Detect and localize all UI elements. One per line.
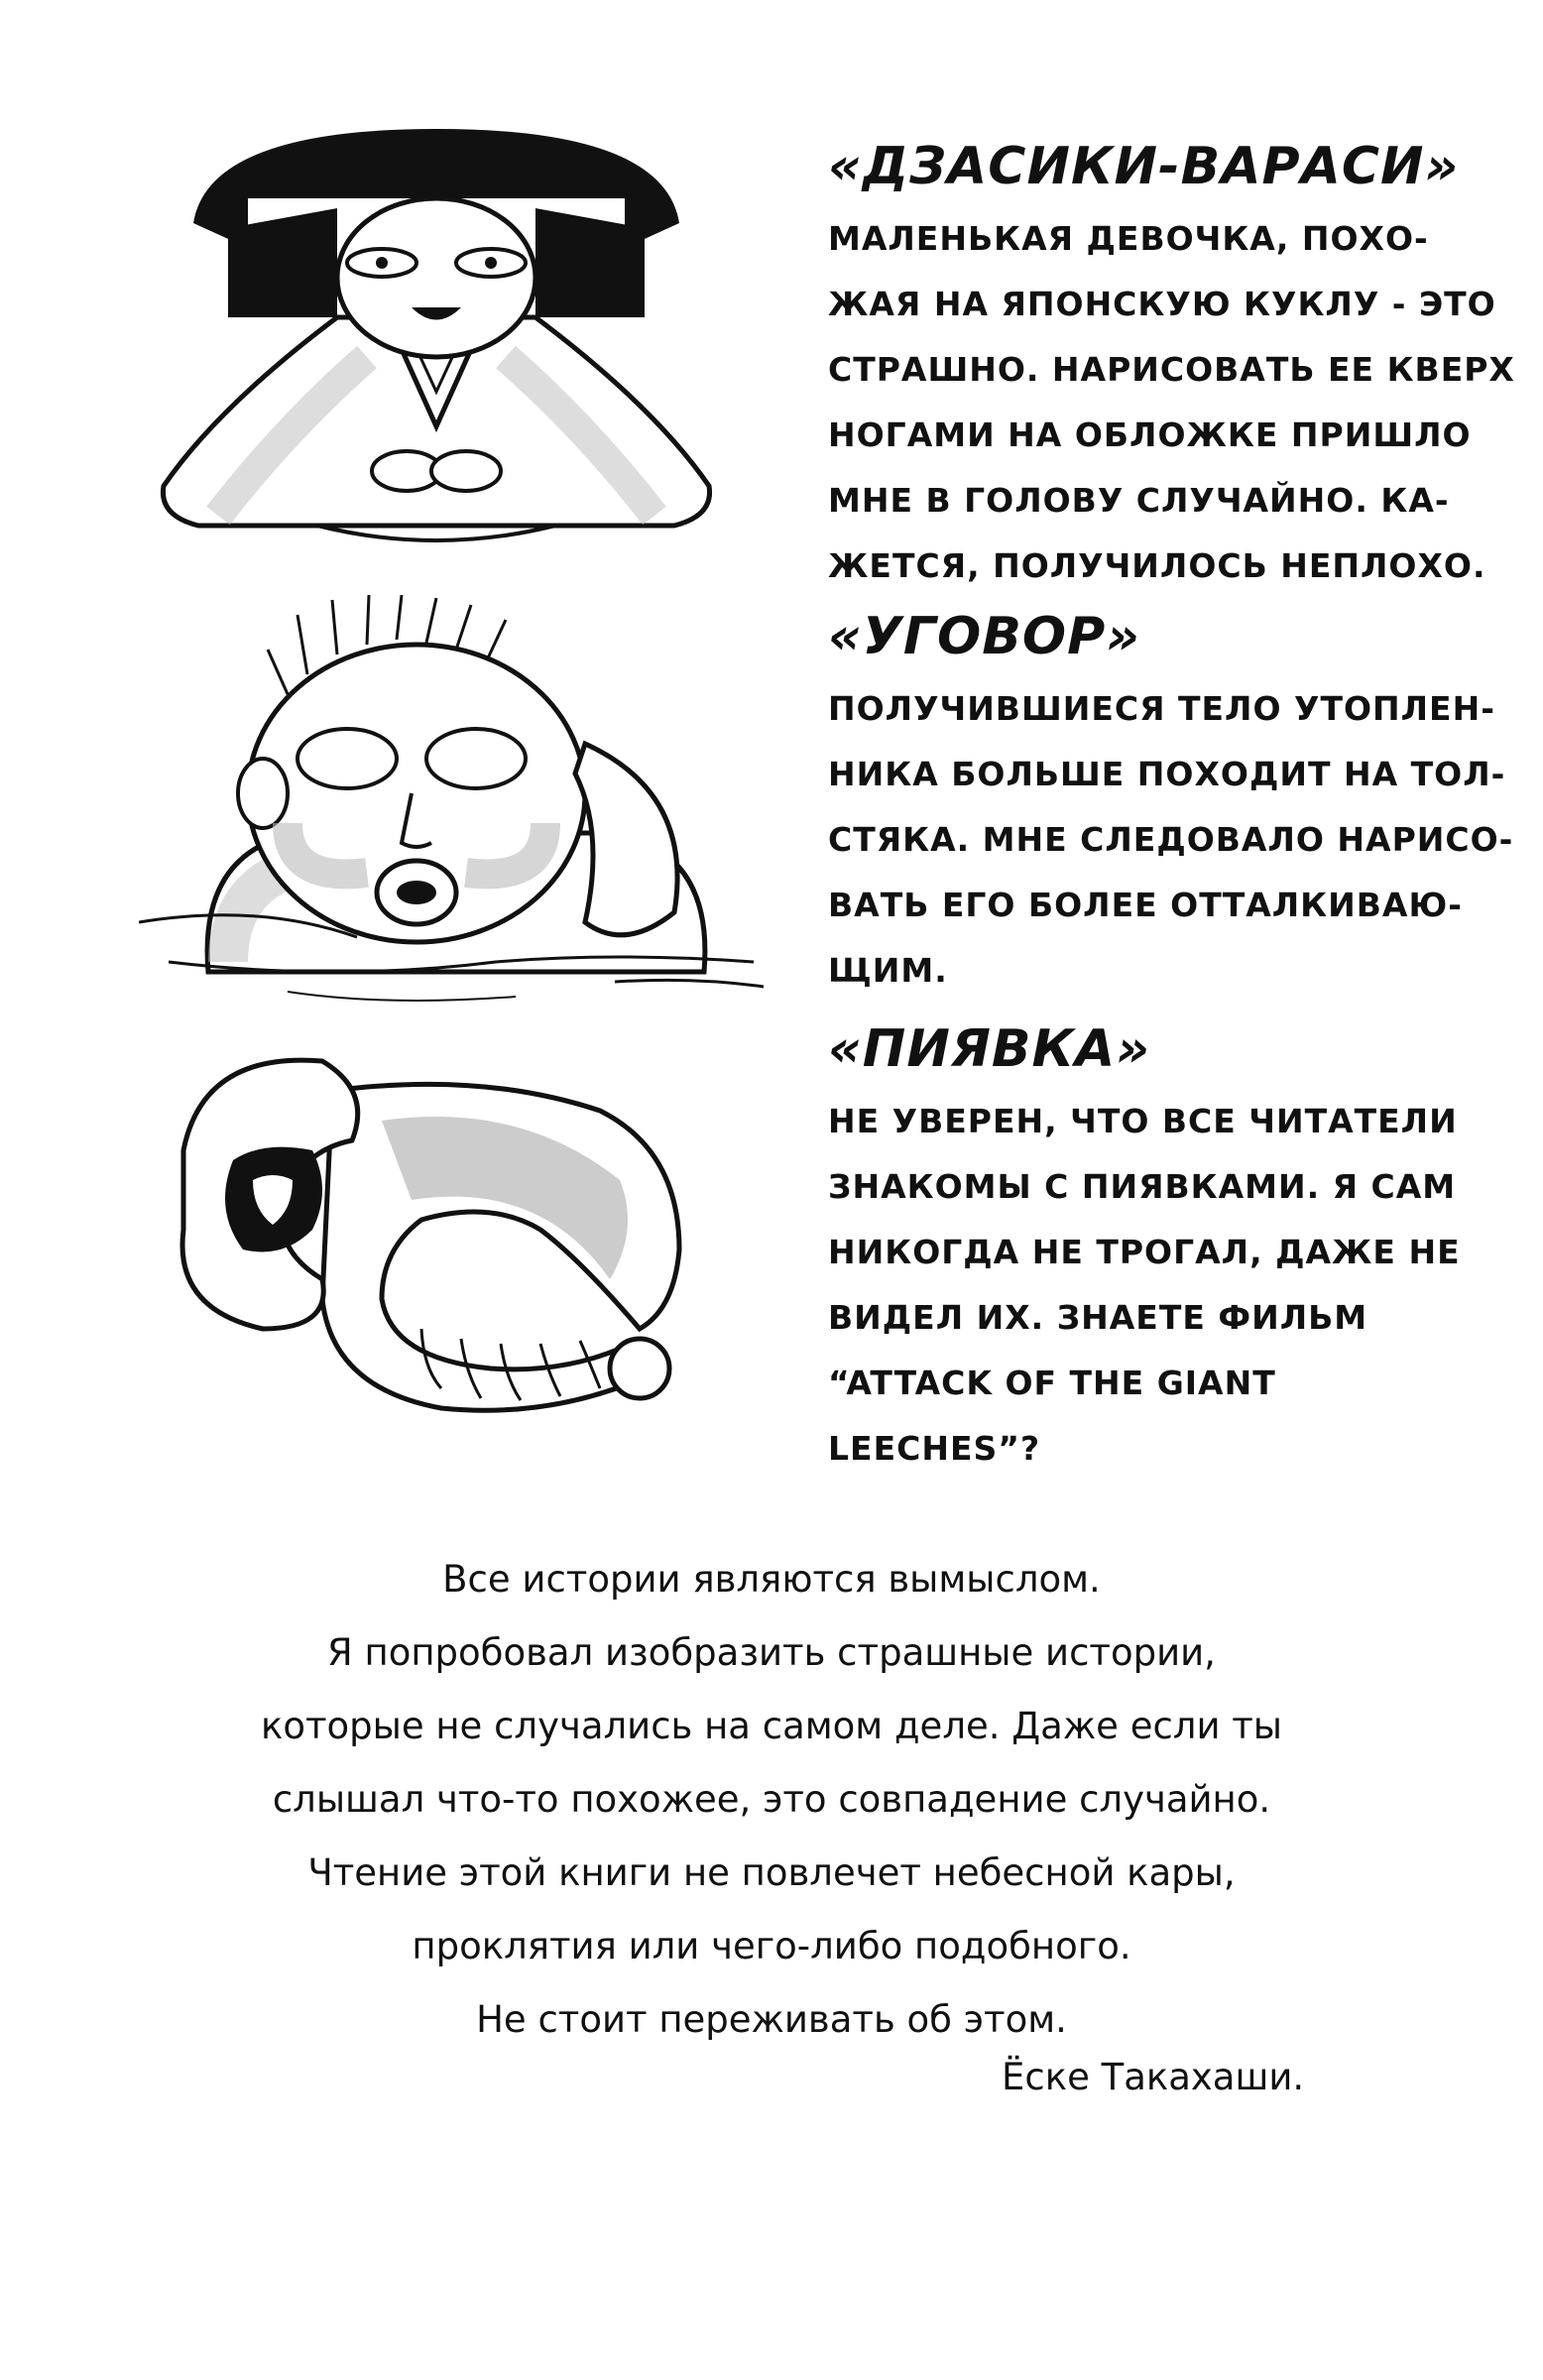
note-line: МНЕ В ГОЛОВУ СЛУЧАЙНО. КА- [828, 481, 1450, 520]
note-zashiki [828, 137, 1515, 599]
afterword-line: слышал что-то похожее, это совпадение случайно. [272, 1778, 1271, 1821]
leech-illustration [164, 1031, 719, 1428]
note-line: НОГАМИ НА ОБЛОЖКЕ ПРИШЛО [828, 416, 1472, 454]
note-line: СТЯКА. МНЕ СЛЕДОВАЛО НАРИСО- [828, 820, 1514, 859]
note-line: НИКА БОЛЬШЕ ПОХОДИТ НА ТОЛ- [828, 755, 1506, 793]
note-title: «УГОВОР» [828, 607, 1140, 666]
note-line: ЖЕТСЯ, ПОЛУЧИЛОСЬ НЕПЛОХО. [828, 546, 1486, 585]
author-signature: Ёске Такахаши. [1002, 2056, 1305, 2098]
afterword [0, 1543, 1543, 2057]
note-line: ПОЛУЧИВШИЕСЯ ТЕЛО УТОПЛЕН- [828, 689, 1495, 728]
afterword-line: которые не случались на самом деле. Даже если ты [260, 1705, 1283, 1747]
note-line: НЕ УВЕРЕН, ЧТО ВСЕ ЧИТАТЕЛИ [828, 1102, 1458, 1140]
note-line: LEECHES”? [828, 1429, 1041, 1468]
note-line: СТРАШНО. НАРИСОВАТЬ ЕЕ КВЕРХ [828, 350, 1515, 389]
afterword-line: Чтение этой книги не повлечет небесной кары, [307, 1851, 1236, 1894]
drowned-man-illustration [139, 595, 773, 1012]
note-line: ВАТЬ ЕГО БОЛЕЕ ОТТАЛКИВАЮ- [828, 886, 1463, 924]
afterword-line: проклятия или чего-либо подобного. [412, 1925, 1131, 1967]
note-line: НИКОГДА НЕ ТРОГАЛ, ДАЖЕ НЕ [828, 1233, 1461, 1271]
note-line: ЖАЯ НА ЯПОНСКУЮ КУКЛУ - ЭТО [828, 285, 1496, 323]
afterword-line: Не стоит переживать об этом. [476, 1998, 1067, 2041]
note-ugovor [828, 607, 1514, 1004]
afterword-line: Все истории являются вымыслом. [442, 1558, 1101, 1601]
note-title: «ПИЯВКА» [828, 1019, 1151, 1079]
note-line: МАЛЕНЬКАЯ ДЕВОЧКА, ПОХО- [828, 219, 1429, 258]
note-title: «ДЗАСИКИ-ВАРАСИ» [828, 137, 1460, 196]
note-line: ВИДЕЛ ИХ. ЗНАЕТЕ ФИЛЬМ [828, 1298, 1368, 1337]
note-line: ЩИМ. [828, 951, 948, 990]
note-line: ЗНАКОМЫ С ПИЯВКАМИ. Я САМ [828, 1167, 1457, 1206]
note-line: “ATTACK OF THE GIANT [828, 1364, 1276, 1402]
afterword-line: Я попробовал изобразить страшные истории, [327, 1631, 1216, 1674]
doll-girl-illustration [139, 129, 734, 555]
note-leech [828, 1019, 1463, 1482]
